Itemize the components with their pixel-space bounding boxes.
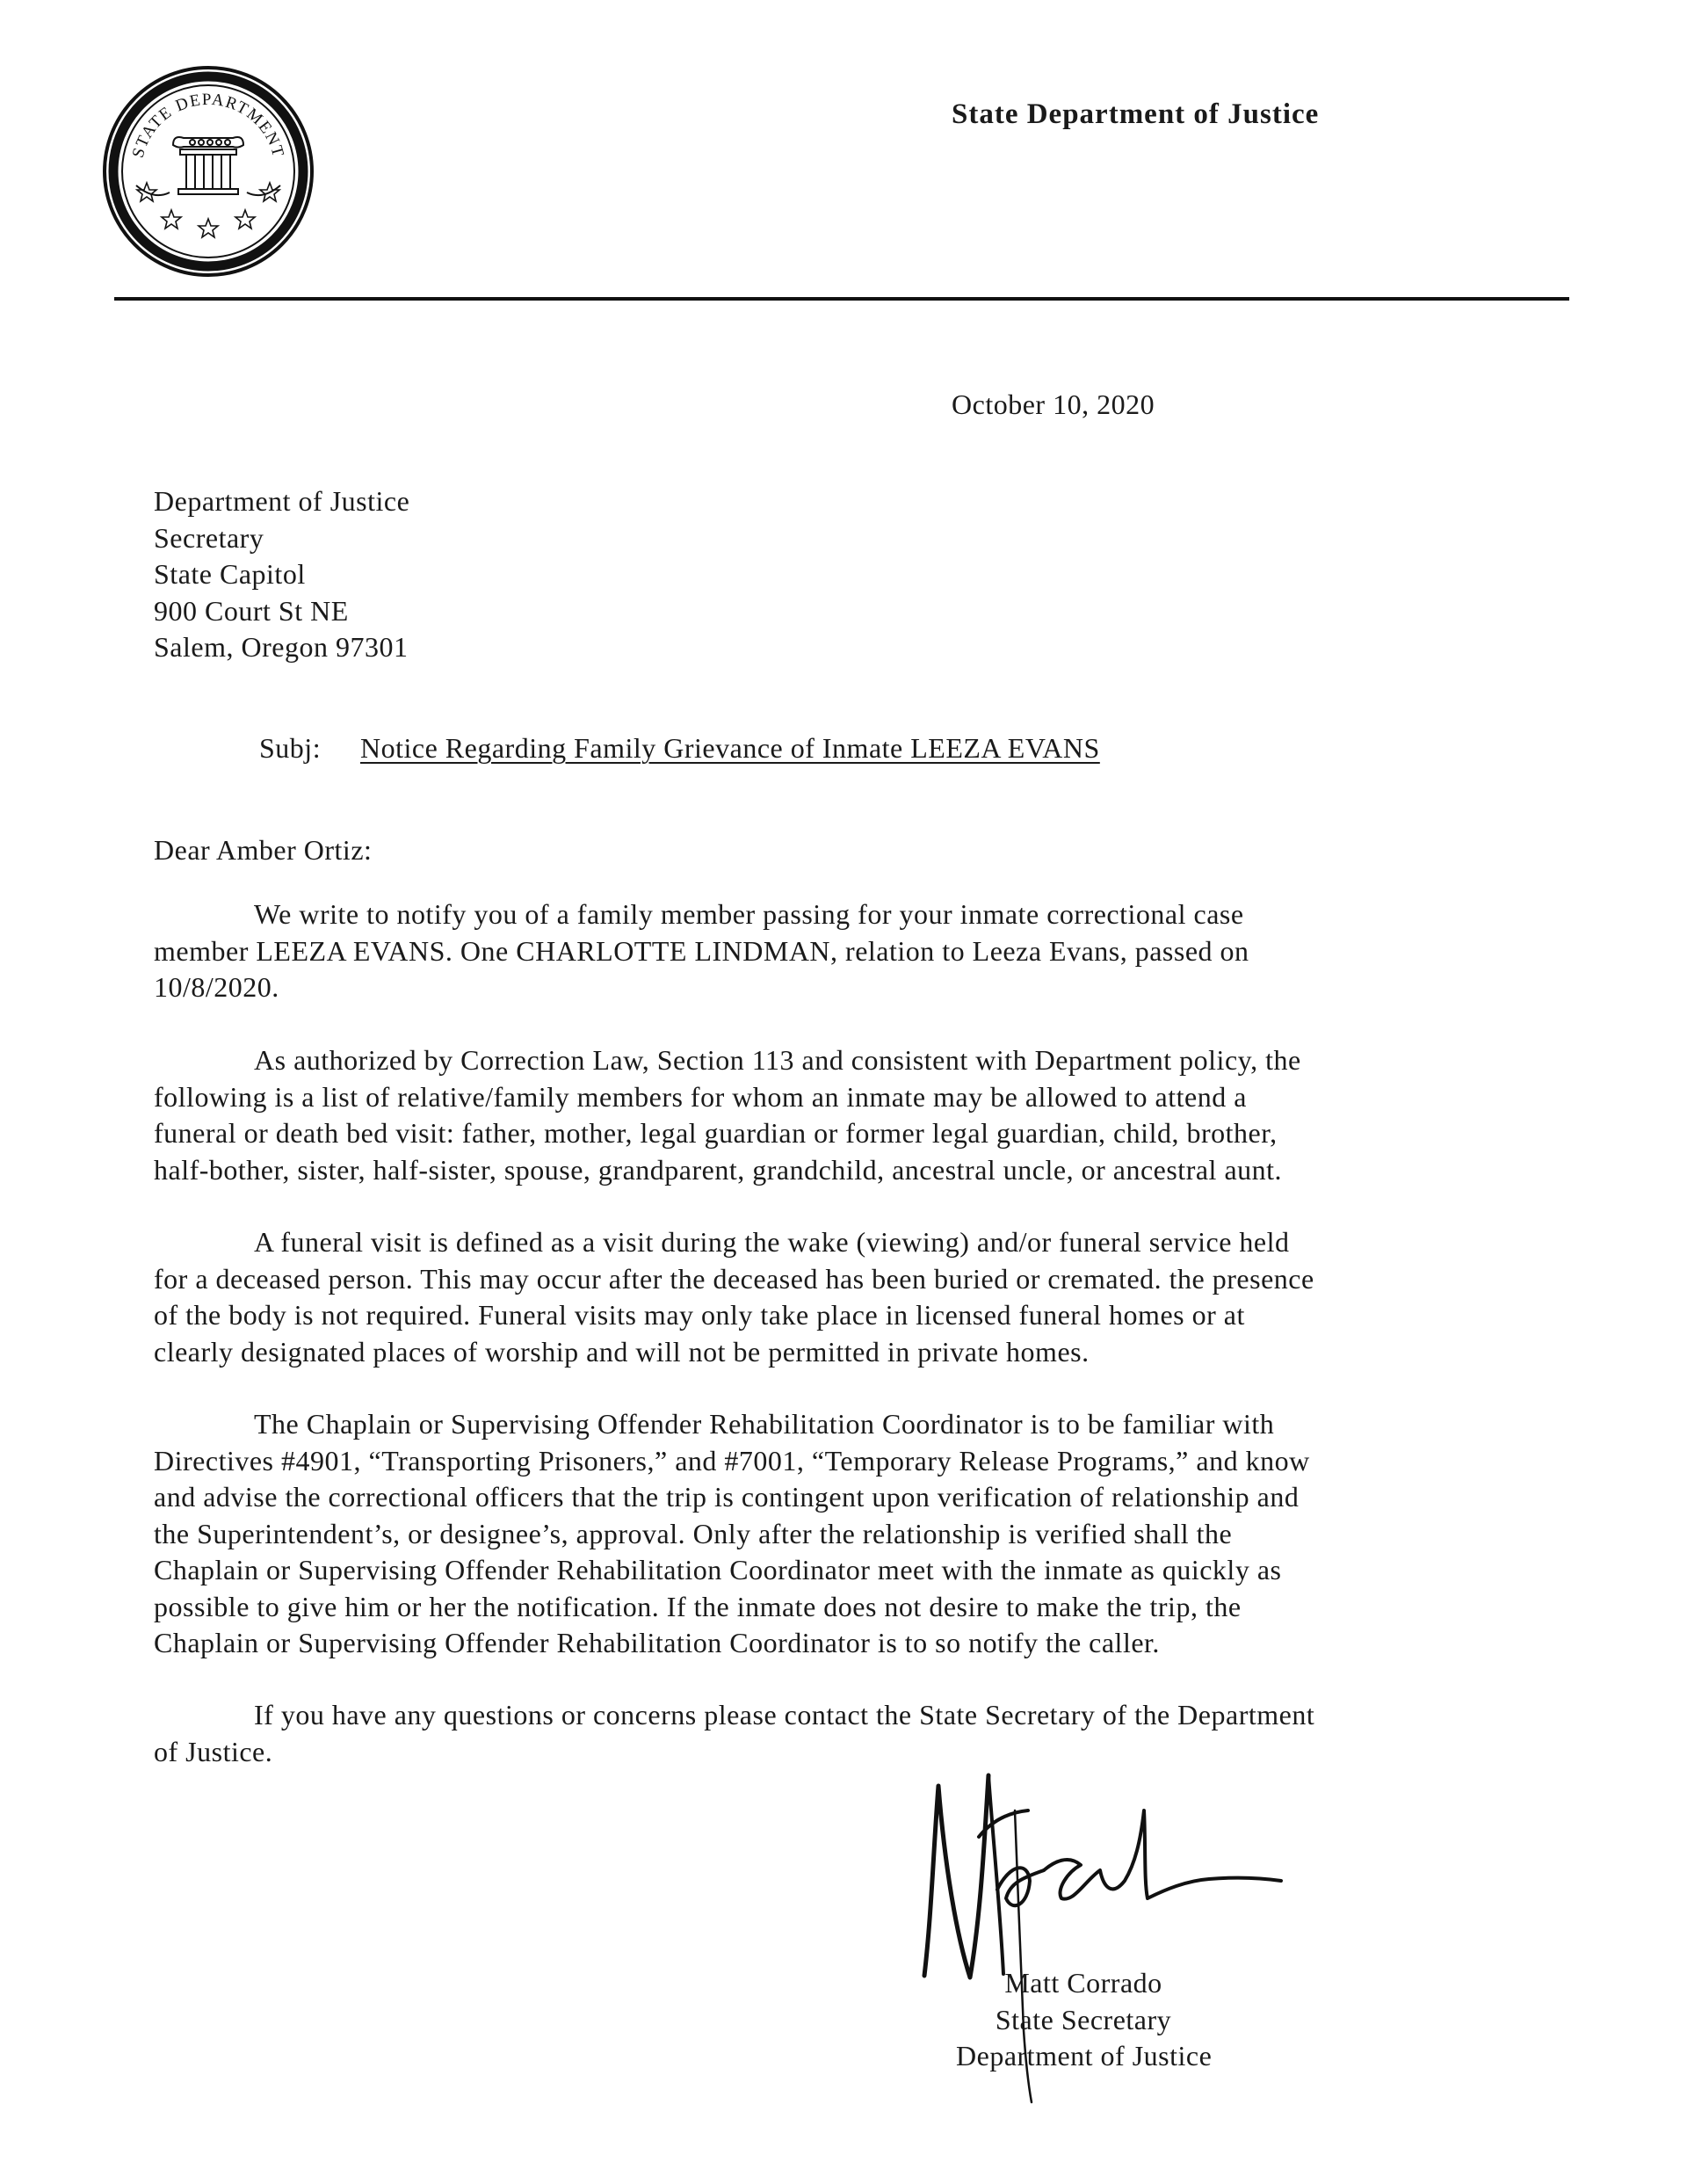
letter-date: October 10, 2020 [952,388,1155,420]
body-paragraph [154,896,1249,1006]
paragraph-line: If you have any questions or concerns please contact the State Secretary of the Department [254,1699,1315,1731]
signer-department: Department of Justice [956,2040,1213,2072]
address-line: State Capitol [154,558,306,590]
salutation: Dear Amber Ortiz: [154,834,373,866]
paragraph-line: 10/8/2020. [154,971,279,1003]
paragraph-line: We write to notify you of a family member passing for your inmate correctional case [254,898,1244,930]
paragraph-line: the Superintendent’s, or designee’s, approval. Only after the relationship is verified shall the [154,1517,1233,1549]
handwritten-signature [905,1758,1397,2109]
paragraph-line: of Justice. [154,1735,273,1767]
paragraph-line: A funeral visit is defined as a visit during the wake (viewing) and/or funeral service held [254,1226,1290,1258]
recipient-address [154,483,409,666]
paragraph-line: Chaplain or Supervising Offender Rehabilitation Coordinator meet with the inmate as quickly as [154,1554,1282,1585]
paragraph-line: funeral or death bed visit: father, mother, legal guardian or former legal guardian, child, brother, [154,1117,1278,1149]
signer-title: State Secretary [995,2003,1172,2035]
signer-name: Matt Corrado [1004,1967,1162,1999]
address-line: 900 Court St NE [154,594,349,627]
address-line: Salem, Oregon 97301 [154,631,409,663]
paragraph-line: Directives #4901, “Transporting Prisoners,” and #7001, “Temporary Release Programs,” and know [154,1444,1310,1477]
paragraph-line: As authorized by Correction Law, Section 113 and consistent with Department policy, the [254,1044,1301,1076]
star-icons [137,183,279,237]
header-divider [114,297,1569,301]
subject-text: Notice Regarding Family Grievance of Inmate LEEZA EVANS [360,732,1100,764]
paragraph-line: Chaplain or Supervising Offender Rehabilitation Coordinator is to so notify the caller. [154,1627,1160,1658]
organization-name: State Department of Justice [952,98,1320,130]
paragraph-line: member LEEZA EVANS. One CHARLOTTE LINDMAN, relation to Leeza Evans, passed on [154,934,1249,967]
paragraph-line: and advise the correctional officers that the trip is contingent upon verification of relationship and [154,1481,1300,1513]
column-seal-icon [136,137,280,195]
paragraph-line: clearly designated places of worship and will not be permitted in private homes. [154,1335,1090,1368]
subject-label: Subj: [259,732,322,764]
address-line: Secretary [154,521,264,554]
paragraph-line: for a deceased person. This may occur after the deceased has been buried or cremated. the presence [154,1262,1314,1295]
body-paragraph [154,1224,1314,1370]
paragraph-line: of the body is not required. Funeral visits may only take place in licensed funeral homes or at [154,1299,1245,1331]
paragraph-line: half-bother, sister, half-sister, spouse, grandparent, grandchild, ancestral uncle, or ancestral aunt. [154,1153,1283,1186]
department-seal-logo [101,64,316,279]
paragraph-line: following is a list of relative/family members for whom an inmate may be allowed to attend a [154,1080,1247,1113]
body-paragraph [154,1406,1310,1662]
paragraph-line: The Chaplain or Supervising Offender Rehabilitation Coordinator is to be familiar with [254,1408,1275,1440]
address-line: Department of Justice [154,485,410,517]
seal-ring-text: STATE DEPARTMENT [128,90,288,160]
body-paragraph [154,1042,1301,1188]
paragraph-line: possible to give him or her the notification. If the inmate does not desire to make the trip, the [154,1590,1242,1622]
